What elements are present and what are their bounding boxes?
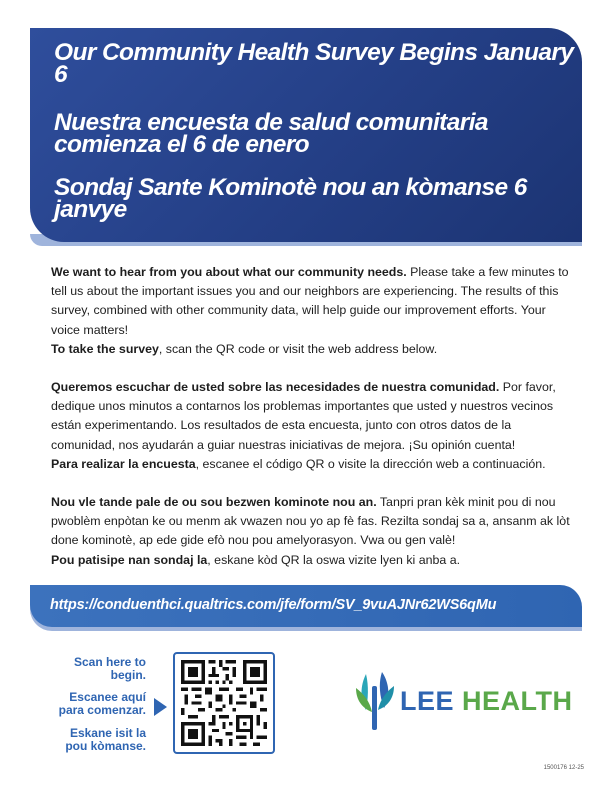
triangle-right-icon	[154, 698, 167, 716]
body-text	[51, 263, 571, 570]
cta-lead-english: To take the survey	[51, 341, 159, 356]
qr-code[interactable]	[173, 652, 275, 754]
header-banner	[30, 28, 582, 242]
lee-health-logo	[352, 666, 582, 736]
text-haitian-creole: Tanpri pran kèk minit pou di nou pwoblèm enpòtan ke ou menm ak vwazen nou yo ap fè fas. Rezilta sondaj sa a, ansanm ak lòt done kominotè, ap ede gide efò nou pou amelyorasyon. Vwa ou gen valè!	[51, 495, 570, 548]
lead-english: We want to hear from you about what our community needs.	[51, 265, 407, 279]
headline-spanish: Nuestra encuesta de salud comunitaria comienza el 6 de enero	[54, 109, 488, 158]
paragraph-spanish	[51, 378, 571, 474]
survey-url-link[interactable]: https://conduenthci.qualtrics.com/jfe/form/SV_9vuAJNr62WS6qMu	[50, 597, 497, 613]
qr-code-icon	[181, 660, 267, 746]
logo-wordmark	[400, 686, 573, 717]
lee-health-logo-icon	[352, 666, 398, 736]
cta-lead-spanish: Para realizar la encuesta	[51, 456, 196, 471]
lead-haitian-creole: Nou vle tande pale de ou sou bezwen kominote nou an.	[51, 495, 377, 510]
headline-english: Our Community Health Survey Begins January 6	[54, 39, 574, 88]
paragraph-haitian-creole	[51, 493, 571, 570]
cta-text-haitian-creole: , eskane kòd QR la oswa vizite lyen ki anba a.	[207, 552, 461, 567]
cta-text-spanish: , escanee el código QR o visite la dirección web a continuación.	[195, 456, 546, 471]
headline-haitian-creole: Sondaj Sante Kominotè nou an kòmanse 6 janvye	[54, 174, 527, 223]
paragraph-english	[51, 263, 571, 359]
document-code: 1500176 12-25	[543, 765, 584, 771]
scan-label-english: Scan here to begin.	[73, 655, 146, 682]
cta-text-english: , scan the QR code or visit the web address below.	[158, 341, 438, 356]
logo-lee-text: LEE	[400, 686, 455, 716]
scan-label-spanish: Escanee aquí para comenzar.	[58, 690, 146, 717]
logo-health-text: HEALTH	[462, 686, 573, 716]
text-spanish: Por favor, dedique unos minutos a contarnos los problemas importantes que usted y nuestros vecinos están experimentando. Los resultados de esta encuesta, junto con otros datos de la comunidad, nos ayudarán a guiar nuestras iniciativas de mejora. ¡Su opinión cuenta!	[51, 380, 556, 452]
url-bar	[30, 585, 582, 627]
lead-spanish: Queremos escuchar de usted sobre las necesidades de nuestra comunidad.	[51, 380, 500, 395]
text-english: Please take a few minutes to tell us about the important issues you and our neighbors are experiencing. The results of this survey, combined with other community data, will help guide our improvement efforts. Your voice matters!	[51, 265, 569, 337]
cta-lead-haitian-creole: Pou patisipe nan sondaj la	[51, 552, 208, 567]
scan-label-haitian-creole: Eskane isit la pou kòmanse.	[65, 726, 146, 753]
